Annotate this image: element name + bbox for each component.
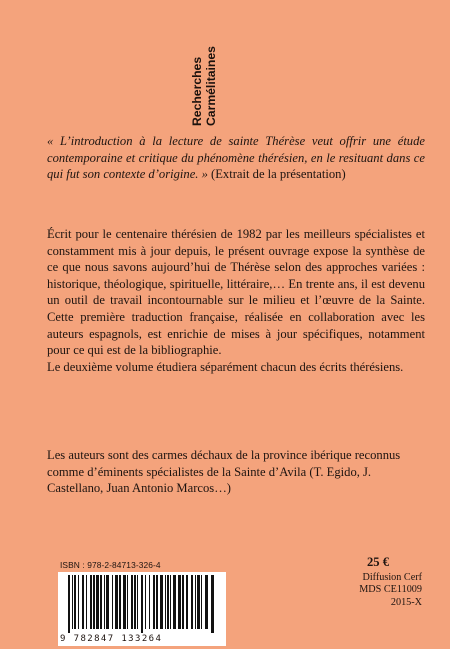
description-paragraph-2: Le deuxième volume étudiera séparément chacun des écrits thérésiens. [47,359,404,374]
barcode-bar [131,575,133,629]
barcode-bar [173,575,176,629]
barcode-bar [90,575,92,629]
barcode-bar [149,575,150,629]
barcode-bar [72,575,73,629]
barcode-bar [127,575,128,629]
barcode-bar [137,575,138,629]
barcode-bar [156,575,158,629]
barcode-bar [205,575,208,629]
barcode-bar [119,575,121,629]
presentation-quote [47,133,425,183]
barcode-bar [93,575,95,629]
description-paragraph-1: Écrit pour le centenaire thérésien de 1982 par les meilleurs spécialistes et constamment mis à jour depuis, le présent ouvrage expose la synthèse de ce que nous savons aujourd’hui de Thérèse selon des approches variées : historique, théologique, spirituelle, littéraire,… En trente ans, il est devenu un outil de travail incontournable sur le milieu et l’œuvre de la Sainte. Cette première traduction française, réalisée en collaboration avec les auteurs espagnols, est enrichie de mises à jour spécifiques, notamment pour ce qui est de la bibliographie. [47,227,425,358]
series-title [191,30,251,126]
barcode-bar [74,575,76,629]
barcode-digits: 9 782847 133264 [60,634,163,644]
barcode-bar [191,575,193,629]
barcode-bar [123,575,126,629]
series-line-1: Recherches [190,56,204,126]
price: 25 € [367,555,390,569]
barcode-bar [78,575,79,629]
quote-source: (Extrait de la présentation) [207,167,346,182]
barcode-bar [86,575,87,629]
barcode-bar [82,575,84,629]
barcode-bar [115,575,118,629]
series-title-text [191,30,218,126]
barcode-bar [153,575,155,629]
barcode-bar [96,575,99,629]
barcode-bar [211,575,214,633]
distribution-info [322,572,422,609]
barcode-bar [197,575,200,629]
distribution-line-1: Diffusion Cerf [362,572,422,583]
barcode-bar [106,575,109,629]
barcode-bar [104,575,105,629]
barcode-bar [145,575,146,629]
barcode-bar [141,575,143,633]
barcode-bar [167,575,169,629]
barcode-bar [68,575,70,633]
barcode-bar [186,575,188,629]
quote-text: « L’introduction à la lecture de sainte Thérèse veut offrir une étude contemporaine et critique du phénomène thérésien, en le resituant dans ce qui fut son contexte d’origine. » [47,134,425,182]
barcode-bar [178,575,181,629]
authors-paragraph: Les auteurs sont des carmes déchaux de la province ibérique reconnus comme d’éminents spécialistes de la Sainte d’Avila (T. Egido, J. Castellano, Juan Antonio Marcos…) [47,448,401,496]
barcode-bar [165,575,166,629]
barcode-bar [100,575,102,629]
barcode-bar [182,575,184,629]
barcode-bars [68,575,216,633]
barcode-bar [195,575,196,629]
barcode-bar [201,575,202,629]
distribution-line-3: 2015-X [390,596,422,608]
distribution-line-2: MDS CE11009 [359,584,422,596]
barcode-bar [170,575,171,629]
book-description [47,226,425,375]
isbn-label: ISBN : 978-2-84713-326-4 [60,560,161,570]
barcode-bar [112,575,113,629]
barcode-bar [134,575,136,629]
series-line-2: Carmélitaines [203,46,218,126]
barcode [58,572,226,646]
barcode-bar [160,575,163,629]
